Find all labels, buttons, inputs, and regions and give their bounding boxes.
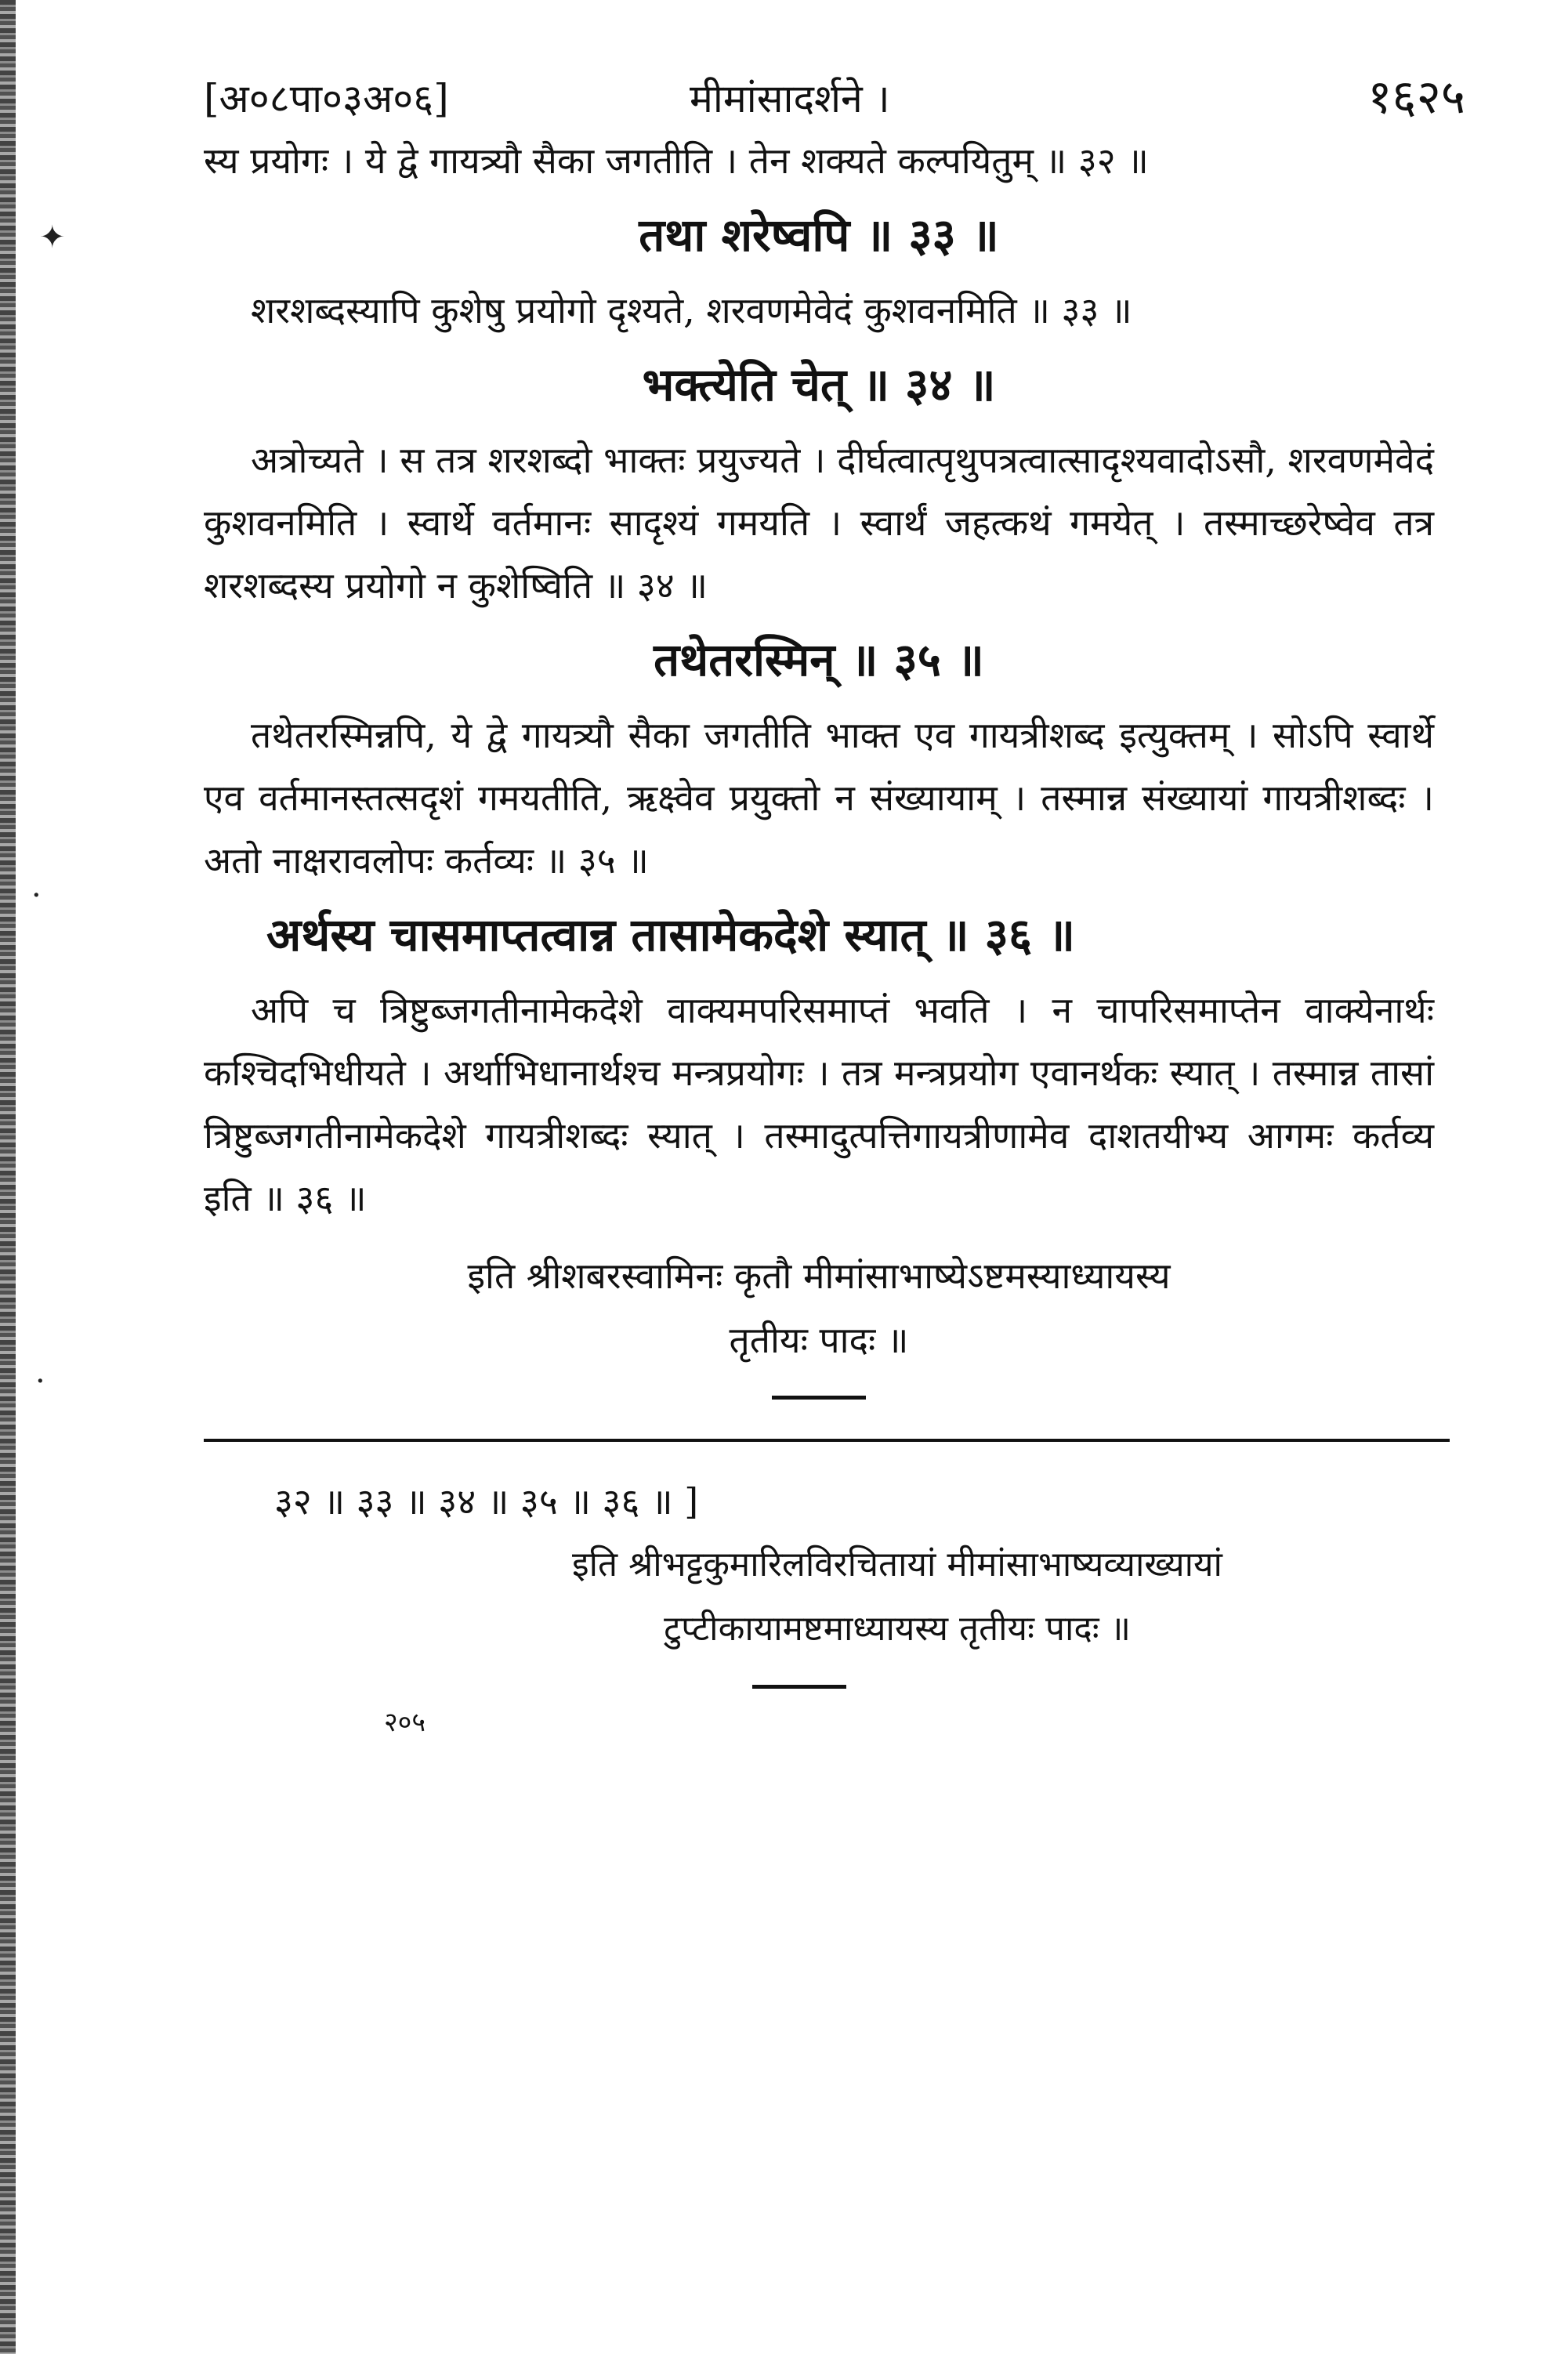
commentary-paragraph-4: तथेतरस्मिन्नपि, ये द्वे गायत्र्यौ सैका जगतीति भाक्त एव गायत्रीशब्द इत्युक्तम् । सोऽपि स्वार्थे एव वर्तमानस्तत्सदृशं गमयतीति, ऋक्ष्वेव प्रयुक्तो न संख्यायाम् । तस्मान्न संख्यायां गायत्रीशब्दः । अतो नाक्षरावलोपः कर्तव्यः ॥ ३५ ॥ bbox=[204, 714, 1434, 882]
printer-signature-mark: २०५ bbox=[384, 1707, 426, 1738]
footer-end-rule bbox=[752, 1685, 846, 1689]
tupteeka-line-2: टुप्टीकायामष्टमाध्यायस्य तृतीयः पादः ॥ bbox=[664, 1609, 1131, 1649]
book-page bbox=[204, 55, 1465, 2327]
sutra-34: भक्त्येति चेत् ॥ ३४ ॥ bbox=[642, 358, 996, 411]
sutra-35: तथेतरस्मिन् ॥ ३५ ॥ bbox=[654, 633, 984, 686]
commentary-paragraph-3: अत्रोच्यते । स तत्र शरशब्दो भाक्तः प्रयुज्यते । दीर्घत्वात्पृथुपत्रत्वात्सादृश्यवादोऽसौ, शरवणमेवेदं कुशवनमिति । स्वार्थे वर्तमानः सादृश्यं गमयति । स्वार्थं जहत्कथं गमयेत् । तस्माच्छरेष्वेव तत्र शरशब्दस्य प्रयोगो न कुशेष्विति ॥ ३४ ॥ bbox=[204, 439, 1434, 607]
page-header bbox=[204, 55, 1465, 129]
commentary-paragraph-5: अपि च त्रिष्टुब्जगतीनामेकदेशे वाक्यमपरिसमाप्तं भवति । न चापरिसमाप्तेन वाक्येनार्थः कश्चिदभिधीयते । अर्थाभिधानार्थश्च मन्त्रप्रयोगः । तत्र मन्त्रप्रयोग एवानर्थकः स्यात् । तस्मान्न तासां त्रिष्टुब्जगतीनामेकदेशे गायत्रीशब्दः स्यात् । तस्मादुत्पत्तिगायत्रीणामेव दाशतयीभ्य आगमः कर्तव्य इति ॥ ३६ ॥ bbox=[204, 989, 1434, 1219]
section-end-rule bbox=[772, 1396, 866, 1400]
page-number: १६२५ bbox=[1367, 70, 1465, 125]
colophon-line-2: तृतीयः पादः ॥ bbox=[729, 1319, 909, 1361]
commentary-paragraph-1: स्य प्रयोगः । ये द्वे गायत्र्यौ सैका जगतीति । तेन शक्यते कल्पयितुम् ॥ ३२ ॥ bbox=[204, 139, 1149, 182]
tupteeka-colophon bbox=[360, 1533, 1434, 1661]
bhashya-colophon bbox=[204, 1244, 1434, 1372]
footer-divider bbox=[204, 1439, 1450, 1442]
commentary-paragraph-2: शरशब्दस्यापि कुशेषु प्रयोगो दृश्यते, शरवणमेवेदं कुशवनमिति ॥ ३३ ॥ bbox=[251, 289, 1132, 331]
footer-sutra-references: ३२ ॥ ३३ ॥ ३४ ॥ ३५ ॥ ३६ ॥ ] bbox=[274, 1480, 699, 1523]
sutra-36: अर्थस्य चासमाप्तत्वान्न तासामेकदेशे स्यात् ॥ ३६ ॥ bbox=[266, 908, 1075, 962]
colophon-line-1: इति श्रीशबरस्वामिनः कृतौ मीमांसाभाष्येऽष्टमस्याध्यायस्य bbox=[467, 1255, 1171, 1297]
sutra-33: तथा शरेष्वपि ॥ ३३ ॥ bbox=[639, 208, 999, 262]
chapter-reference: [अ०८पा०३अ०६] bbox=[204, 76, 449, 121]
running-title: मीमांसादर्शने । bbox=[690, 76, 890, 121]
tupteeka-line-1: इति श्रीभट्टकुमारिलविरचितायां मीमांसाभाष्यव्याख्यायां bbox=[572, 1545, 1222, 1584]
footer-divider-wrap bbox=[204, 1439, 1434, 1447]
scan-edge-strip bbox=[0, 0, 16, 2354]
